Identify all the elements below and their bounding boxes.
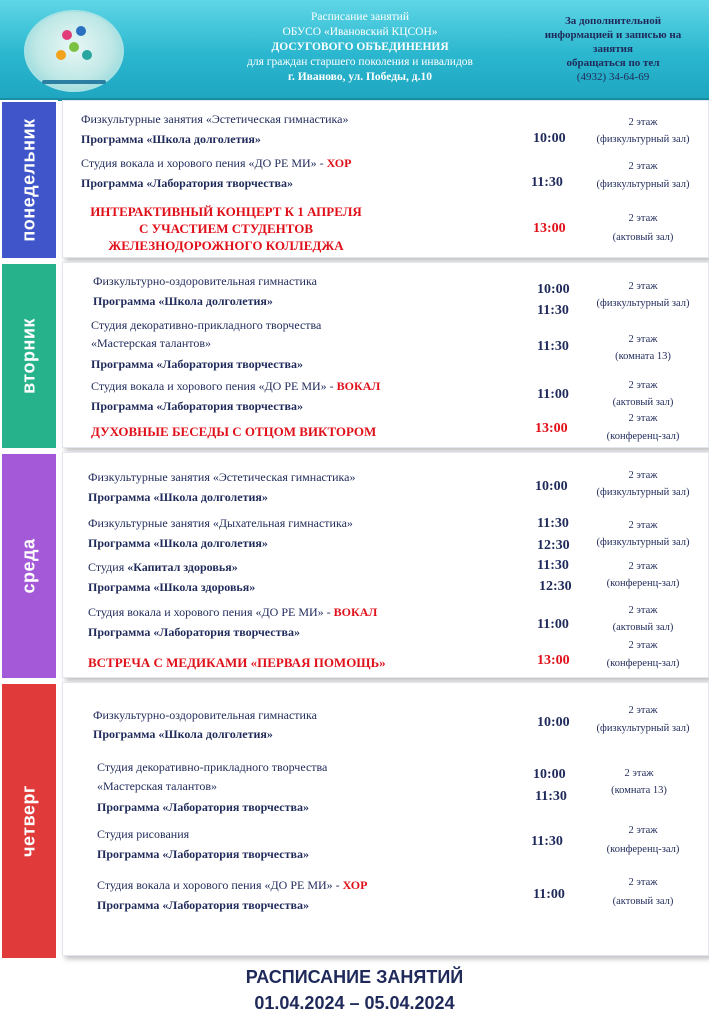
activity-title-text: Студия вокала и хорового пения «ДО РЕ МИ» - (81, 156, 327, 170)
activity-floor: 2 этаж (628, 380, 658, 391)
contact-line-4: обращаться по тел (566, 57, 660, 69)
activity-time: 11:30 (531, 175, 563, 190)
activity-title: Студия декоративно-прикладного творчества (91, 318, 322, 332)
activity-time: 11:00 (533, 887, 565, 902)
event-title-line: ИНТЕРАКТИВНЫЙ КОНЦЕРТ К 1 АПРЕЛЯ (90, 204, 362, 219)
day-section-monday (0, 100, 709, 260)
day-tab-wednesday (0, 452, 58, 680)
activity-room: (физкультурный зал) (596, 723, 690, 734)
activity-title-highlight: ХОР (342, 878, 368, 892)
activity-program: Программа «Школа долголетия» (93, 727, 273, 741)
activity-time: 11:30 (537, 339, 569, 354)
activity-time: 11:00 (537, 617, 569, 632)
day-label-wednesday: среда (18, 538, 39, 594)
logo-figure-icon (82, 50, 92, 60)
activity-time: 11:30 (537, 516, 569, 531)
activity-subtitle: «Мастерская талантов» (97, 779, 218, 793)
activity-room: (комната 13) (615, 351, 671, 362)
activity-title: Студия рисования (97, 827, 190, 841)
activity-floor: 2 этаж (628, 705, 658, 716)
activity-program: Программа «Школа долголетия» (88, 490, 268, 504)
day-card-wednesday (62, 452, 709, 678)
header-line-4: для граждан старшего поколения и инвалидов (247, 56, 473, 68)
activity-room: (конференц-зал) (606, 578, 680, 589)
activity-time: 11:30 (531, 834, 563, 849)
event-title-line: С УЧАСТИЕМ СТУДЕНТОВ (138, 221, 314, 236)
activity-program: Программа «Лаборатория творчества» (88, 625, 300, 639)
activity-program: Программа «Лаборатория творчества» (91, 399, 303, 413)
day-label-monday: понедельник (18, 118, 39, 242)
activity-time: 11:30 (535, 789, 567, 804)
day-section-wednesday (0, 452, 709, 680)
activity-time: 10:00 (535, 479, 568, 494)
activity-title: Физкультурные занятия «Эстетическая гимнастика» (81, 112, 349, 126)
event-time: 13:00 (533, 221, 566, 236)
day-section-thursday (0, 682, 709, 960)
day-card-thursday (62, 682, 709, 956)
event-title-line: ЖЕЛЕЗНОДОРОЖНОГО КОЛЛЕДЖА (108, 238, 344, 253)
activity-program: Программа «Лаборатория творчества» (97, 847, 309, 861)
activity-room: (актовый зал) (612, 232, 674, 243)
event-time: 13:00 (535, 421, 568, 436)
activity-title-text: Студия вокала и хорового пения «ДО РЕ МИ» - (91, 379, 337, 393)
activity-title (91, 378, 380, 394)
header-banner (0, 0, 709, 101)
contact-line-3: занятия (593, 43, 633, 55)
activity-title-highlight: ВОКАЛ (333, 605, 378, 619)
organization-logo (24, 10, 124, 92)
activity-program: Программа «Школа долголетия» (88, 536, 268, 550)
activity-program: Программа «Лаборатория творчества» (97, 898, 309, 912)
activity-time: 10:00 (537, 715, 570, 730)
activity-subtitle: «Мастерская талантов» (91, 336, 212, 350)
activity-program: Программа «Лаборатория творчества» (81, 176, 293, 190)
activity-floor: 2 этаж (628, 334, 658, 345)
activity-time: 11:30 (537, 303, 569, 318)
activity-title: Студия декоративно-прикладного творчества (97, 760, 328, 774)
activity-floor: 2 этаж (628, 640, 658, 651)
activity-room: (комната 13) (611, 785, 667, 796)
activity-room: (актовый зал) (612, 896, 674, 907)
day-tab-tuesday (0, 262, 58, 450)
activity-room: (конференц-зал) (606, 431, 680, 442)
activity-program: Программа «Лаборатория творчества» (97, 800, 309, 814)
activity-title-text: Студия вокала и хорового пения «ДО РЕ МИ» - (97, 878, 343, 892)
activity-time: 10:00 (537, 282, 570, 297)
day-label-thursday: четверг (18, 785, 39, 857)
activity-studio-name: «Капитал здоровья» (127, 560, 238, 574)
activity-title: Физкультурные занятия «Дыхательная гимнастика» (88, 516, 353, 530)
header-title-block (150, 10, 570, 85)
activity-floor: 2 этаж (628, 281, 658, 292)
activity-room: (актовый зал) (612, 622, 674, 633)
activity-floor: 2 этаж (628, 161, 658, 172)
logo-figure-icon (69, 42, 79, 52)
activity-program: Программа «Лаборатория творчества» (91, 357, 303, 371)
activity-title (97, 877, 367, 893)
activity-floor: 2 этаж (628, 561, 658, 572)
header-line-1: Расписание занятий (311, 11, 409, 23)
footer-title-block (0, 964, 709, 1016)
contact-line-1: За дополнительной (564, 15, 662, 27)
header-line-3: ДОСУГОВОГО ОБЪЕДИНЕНИЯ (271, 41, 449, 53)
header-line-2: ОБУСО «Ивановский КЦСОН» (282, 26, 438, 38)
activity-floor: 2 этаж (628, 213, 658, 224)
activity-program: Программа «Школа здоровья» (88, 580, 256, 594)
footer-title: РАСПИСАНИЕ ЗАНЯТИЙ (245, 967, 464, 987)
activity-floor: 2 этаж (628, 520, 658, 531)
activity-floor: 2 этаж (628, 605, 658, 616)
activity-floor: 2 этаж (628, 825, 658, 836)
activity-program: Программа «Школа долголетия» (93, 294, 273, 308)
contact-phone: (4932) 34-64-69 (576, 71, 650, 83)
logo-hands-icon (42, 80, 106, 84)
activity-floor: 2 этаж (624, 768, 654, 779)
activity-room: (физкультурный зал) (596, 487, 690, 498)
footer-dates: 01.04.2024 – 05.04.2024 (254, 993, 455, 1013)
day-card-monday (62, 100, 709, 258)
logo-figure-icon (56, 50, 66, 60)
activity-title-highlight: ВОКАЛ (336, 379, 381, 393)
activity-title: Физкультурно-оздоровительная гимнастика (93, 274, 317, 288)
logo-figure-icon (76, 26, 86, 36)
activity-title: Физкультурно-оздоровительная гимнастика (93, 708, 317, 722)
activity-room: (физкультурный зал) (596, 537, 690, 548)
activity-title-text: Студия вокала и хорового пения «ДО РЕ МИ» - (88, 605, 334, 619)
activity-time: 10:00 (533, 131, 566, 146)
activity-title (88, 559, 238, 575)
activity-title: Физкультурные занятия «Эстетическая гимнастика» (88, 470, 356, 484)
event-title: ДУХОВНЫЕ БЕСЕДЫ С ОТЦОМ ВИКТОРОМ (91, 424, 377, 439)
day-tab-thursday (0, 682, 58, 960)
activity-program: Программа «Школа долголетия» (81, 132, 261, 146)
event-title: ВСТРЕЧА С МЕДИКАМИ «ПЕРВАЯ ПОМОЩЬ» (88, 655, 386, 670)
activity-time: 12:30 (537, 538, 570, 553)
activity-time: 11:00 (537, 387, 569, 402)
contact-line-2: информацией и записью на (544, 29, 682, 41)
activity-time: 10:00 (533, 767, 566, 782)
event-time: 13:00 (537, 653, 570, 668)
activity-room: (конференц-зал) (606, 658, 680, 669)
activity-time: 11:30 (537, 558, 569, 573)
header-contact-block (520, 14, 706, 84)
activity-title (81, 155, 351, 171)
activity-title-highlight: ХОР (326, 156, 352, 170)
day-card-tuesday (62, 262, 709, 448)
activity-floor: 2 этаж (628, 413, 658, 424)
activity-room: (актовый зал) (612, 397, 674, 408)
activity-floor: 2 этаж (628, 877, 658, 888)
activity-room: (конференц-зал) (606, 844, 680, 855)
activity-room: (физкультурный зал) (596, 134, 690, 145)
activity-room: (физкультурный зал) (596, 298, 690, 309)
logo-figure-icon (62, 30, 72, 40)
day-section-tuesday (0, 262, 709, 450)
header-address: г. Иваново, ул. Победы, д.10 (288, 71, 432, 83)
activity-floor: 2 этаж (628, 470, 658, 481)
activity-floor: 2 этаж (628, 117, 658, 128)
day-label-tuesday: вторник (18, 318, 39, 394)
activity-room: (физкультурный зал) (596, 179, 690, 190)
activity-title (88, 604, 377, 620)
day-tab-monday (0, 100, 58, 260)
activity-time: 12:30 (539, 579, 572, 594)
activity-title-text: Студия (88, 560, 128, 574)
